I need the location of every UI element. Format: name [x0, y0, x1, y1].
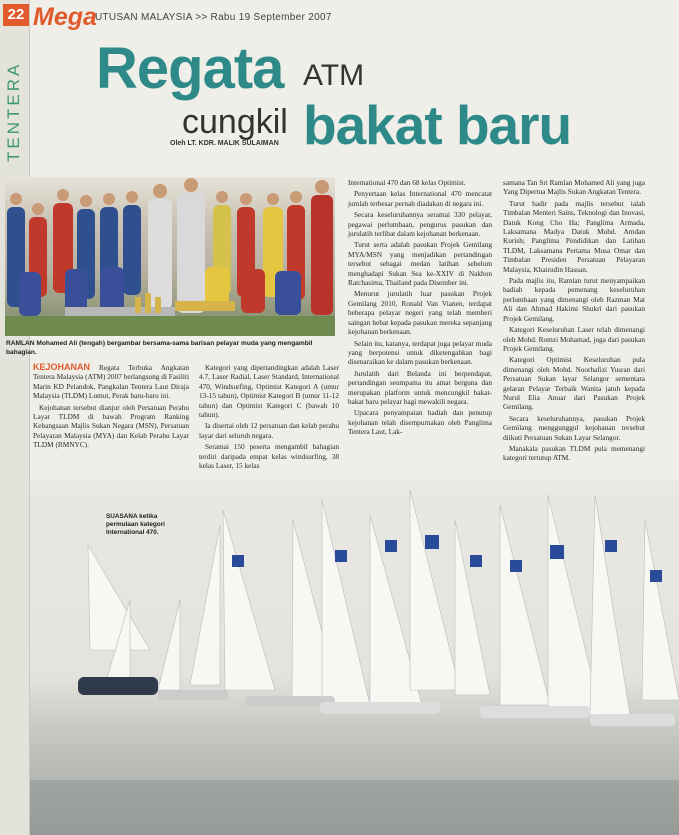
mega-logo: Mega [33, 3, 97, 31]
article-column-2 [199, 363, 339, 472]
byline: Oleh LT. KDR. MALIK SULAIMAN [170, 140, 279, 147]
masthead-line: UTUSAN MALAYSIA >> Rabu 19 September 2007 [95, 12, 332, 23]
col3-para-5: Menurut jurulatih luar pasukan Projek Gemilang 2010, Ronald Van Vianen, terdapat beberapa pelayar negeri yang telah memberi saingan hebat kepada pasukan mereka sepanjang kejohanan berkenaan. [348, 289, 492, 337]
col3-para-2: Penyertaan kelas International 470 mencatat jumlah terbesar pernah diadakan di negara ini. [348, 189, 492, 208]
col1-para-2: Kejohanan tersebut dianjur oleh Persatuan Perahu Layar TLDM di bawah Program Ranking Kebangsaan Majlis Sukan Negara (MSN), Persatuan Pelayaran Malaysia (MYA) dan Kelab Perahu Layar TLDM (RMNYC). [33, 402, 189, 450]
group-photo [5, 177, 335, 336]
col2-para-2: Ia disertai oleh 12 persatuan dan kelab perahu layar dari seluruh negara. [199, 421, 339, 440]
group-photo-caption: RAMLAN Mohamed Ali (tengah) bergambar bersama-sama barisan pelayar muda yang mengambil bahagian. [6, 340, 313, 356]
col3-para-3: Secara keseluruhannya seramai 330 pelayar, pegawai perlumbaan, pengurus pasukan dan jurulatih terlibat dalam kejohanan berkenaan. [348, 210, 492, 239]
group-photo-figures [5, 177, 335, 336]
col4-para-1: samana Tan Sri Ramlan Mohamed Ali yang juga Yang Dipertua Majlis Sukan Angkatan Tentera. [503, 178, 645, 197]
col3-para-6: Selain itu, katanya, terdapat juga pelayar muda yang berpotensi untuk diketengahkan bagi disenaraikan ke dalam pasukan berkenaan. [348, 338, 492, 367]
col3-para-4: Turut serta adalah pasukan Projek Gemilang MYA/MSN yang menjadikan pertandingan tersebut sebagai medan latihan sebelum menghadapi Sukan Sea ke-XXIV di Nakhon Ratchasima, Thailand pada Disember ini. [348, 240, 492, 288]
col4-para-7: Manakala pasukan TLDM pula memenangi kategori tertutup ATM. [503, 443, 645, 463]
col3-para-7: Jurulatih dari Belanda ini berpendapat, pertandingan seumpama itu amat berguna dan merupakan platform untuk mencungkil bakat-bakat baru pelayar bagi mewakili negara. [348, 368, 492, 406]
col4-para-5: Kategori Optimist Keseluruhan pula dimenangi oleh Mohd. Noorhafizi Yusran dari Persatuan Sukan layar Selangor sementara gelaran Pelayar Terbaik Wanita jatuh kepada Nurul Elia Anuar dari Pasukan Projek Gemilang. [503, 355, 645, 412]
col4-para-4: Kategori Keseluruhan Laser telah dimenangi oleh Mohd. Romzi Mohamad, juga dari pasukan Projek Gemilang. [503, 325, 645, 353]
headline-regata: Regata [96, 36, 284, 101]
col3-para-1: International 470 dan 68 kelas Optimist. [348, 178, 466, 187]
article-column-1 [33, 363, 189, 452]
headline-atm: ATM [303, 59, 365, 92]
section-name: TENTERA [4, 61, 23, 162]
col4-para-2: Turut hadir pada majlis tersebut ialah Timbalan Menteri Sains, Teknologi dan Inovasi, Datuk Kong Cho Ha; Panglima Armada, Laksamana Madya Datuk Mohd. Amdan Kurish; Panglima Pendidikan dan Latihan TLDM, Laksamana Pertama Musa Omar dan Timbalan Presiden Persatuan Pelayaran Malaysia, Khairudin Hassan. [503, 198, 645, 274]
col2-para-1: Kategori yang dipertandingkan adalah Laser 4.7, Laser Radial, Laser Standard, International 470, Windsurfing, Optimist Kategori A (umur 13-15 tahun), Optimist Kategori B (umur 11-12 tahun) dan Optimist Kategori C (bawah 10 tahun). [199, 363, 339, 420]
headline-cungkil: cungkil [182, 103, 288, 141]
col4-para-3: Pada majlis itu, Ramlan turut menyampaikan hadiah kepada pemenang keseluruhan perlumbaan yang dimenangi oleh Razman Mat Ali dan Ahmad Hakimi Shukri dari pasukan Projek Gemilang. [503, 276, 645, 323]
page-number: 22 [3, 4, 29, 26]
col4-para-6: Secara keseluruhannya, pasukan Projek Gemilang menggunggul kejohanan tersebut diikuti Persatuan Sukan Layar Selangor. [503, 413, 645, 442]
col1-para-1: Regata Terbuka Angkatan Tentera Malaysia (ATM) 2007 berlangsung di Fasiliti Marin KD Pelandok, Pangkalan Tentera Laut Diraja Malaysia (TLDM) Lumut, Perak baru-baru ini. [33, 363, 189, 401]
article-column-3 [348, 178, 492, 439]
section-sidebar [0, 0, 30, 835]
section-label [2, 38, 26, 168]
headline-bakat-baru: bakat baru [303, 94, 572, 156]
col2-para-3: Seramai 150 peserta mengambil bahagian terdiri daripada empat kelas windsurfing, 38 kelas Laser, 15 kelas [199, 442, 339, 471]
article-kicker: KEJOHANAN [33, 362, 91, 372]
col3-para-8: Upacara penyampaian hadiah dan penutup kejohanan telah disempurnakan oleh Panglima Tentera Laut, Lak- [348, 408, 492, 437]
article-column-4 [503, 178, 645, 465]
sailing-photo-caption: SUASANA ketika permulaan kategori International 470. [106, 513, 165, 536]
